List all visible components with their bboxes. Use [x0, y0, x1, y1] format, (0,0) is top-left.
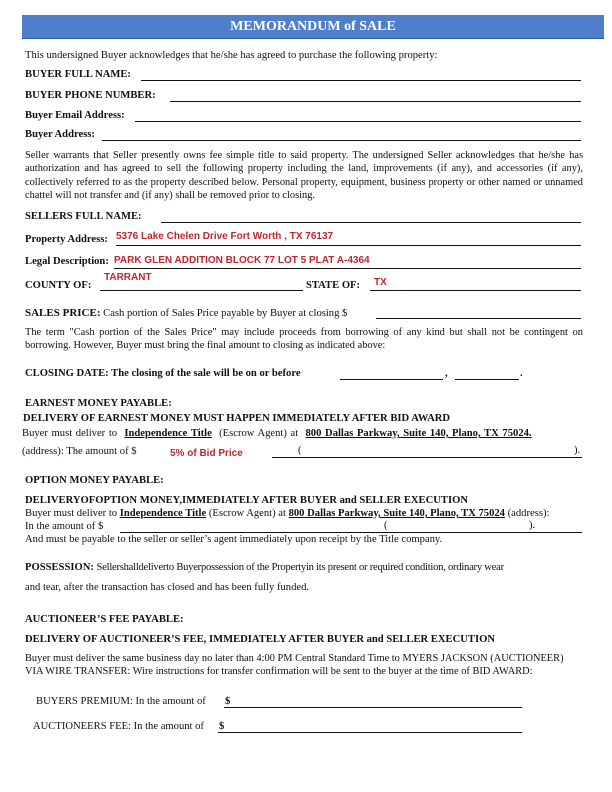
auctioneers-fee-label: AUCTIONEERS FEE: In the amount of: [33, 721, 204, 732]
closing-date-label: CLOSING DATE: The closing of the sale will be on or before: [25, 368, 301, 379]
auctioneer-subheading: DELIVERY OF AUCTIONEER’S FEE, IMMEDIATELY AFTER BUYER and SELLER EXECUTION: [25, 634, 495, 645]
earnest-paren-open: (: [298, 445, 302, 456]
seller-full-name-label: SELLERS FULL NAME:: [25, 211, 142, 222]
buyer-full-name-field[interactable]: [141, 80, 581, 81]
possession-row: [25, 562, 504, 573]
earnest-line-1: [22, 428, 532, 439]
property-address-label: Property Address:: [25, 234, 108, 245]
earnest-title-company: Independence Title: [124, 428, 212, 439]
option-amount-field[interactable]: [120, 532, 582, 533]
earnest-deliver-text: Buyer must deliver to: [22, 428, 118, 439]
closing-date-field[interactable]: [340, 379, 443, 380]
legal-description-label: Legal Description:: [25, 256, 109, 267]
option-paren-open: (: [384, 520, 388, 531]
page-title: MEMORANDUM of SALE: [22, 15, 604, 38]
auctioneers-fee-field[interactable]: [218, 732, 522, 733]
closing-year-field[interactable]: [455, 379, 519, 380]
buyers-premium-label: BUYERS PREMIUM: In the amount of: [36, 696, 206, 707]
buyer-address-field[interactable]: [102, 140, 581, 141]
option-subheading: DELIVERYOFOPTION MONEY,IMMEDIATELY AFTER BUYER and SELLER EXECUTION: [25, 495, 468, 506]
option-paren-close: ).: [529, 520, 536, 531]
earnest-subheading: DELIVERY OF EARNEST MONEY MUST HAPPEN IMMEDIATELY AFTER BID AWARD: [23, 413, 451, 424]
sales-price-note: The term "Cash portion of the Sales Price" may include proceeds from borrowing of any kind but shall not be contingent on borrowing. However, Buyer must bring the final amount to closing as indicated above:: [25, 327, 583, 352]
state-value[interactable]: TX: [374, 277, 387, 288]
legal-description-value[interactable]: PARK GLEN ADDITION BLOCK 77 LOT 5 PLAT A-4364: [114, 255, 370, 266]
earnest-amount-words-field[interactable]: [272, 457, 582, 458]
option-line-1: [25, 508, 549, 519]
county-value[interactable]: TARRANT: [104, 272, 152, 283]
sales-price-text: Cash portion of Sales Price payable by Buyer at closing $: [103, 308, 348, 319]
buyer-address-label: Buyer Address:: [25, 129, 95, 140]
option-amount-label: In the amount of $: [25, 521, 104, 532]
closing-period: .: [520, 368, 523, 379]
sales-price-field[interactable]: [376, 318, 581, 319]
sales-price-label: SALES PRICE:: [25, 307, 101, 319]
closing-comma: ,: [445, 368, 448, 379]
option-address: 800 Dallas Parkway, Suite 140, Plano, TX 75024: [288, 508, 505, 519]
earnest-escrow-text: (Escrow Agent) at: [219, 428, 299, 439]
possession-text-1: Sellershalldeliverto Buyerpossession of the Propertyin its present or required condition, ordinary wear: [96, 562, 504, 573]
county-field: [100, 290, 303, 291]
auctioneer-heading: AUCTIONEER’S FEE PAYABLE:: [25, 614, 184, 625]
intro-text: This undersigned Buyer acknowledges that he/she has agreed to purchase the following property:: [25, 50, 438, 61]
seller-full-name-field[interactable]: [161, 222, 581, 223]
buyer-email-label: Buyer Email Address:: [25, 110, 125, 121]
buyer-phone-field[interactable]: [170, 101, 581, 102]
buyers-premium-field[interactable]: [224, 707, 522, 708]
property-address-value[interactable]: 5376 Lake Chelen Drive Fort Worth , TX 76137: [116, 231, 334, 242]
buyer-full-name-label: BUYER FULL NAME:: [25, 69, 131, 80]
earnest-amount-value[interactable]: 5% of Bid Price: [170, 448, 243, 459]
earnest-heading: EARNEST MONEY PAYABLE:: [25, 398, 172, 409]
buyers-premium-dollar: $: [225, 696, 231, 707]
possession-label: POSSESSION:: [25, 562, 94, 573]
seller-warranty-paragraph: Seller warrants that Seller presently owns fee simple title to said property. The undersigned Seller acknowledges that he/she has authorization and has agreed to sell the following property including the land, improvements (if any), and accessories (if any), collectively referred to as the property described below. Personal property, equipment, business property or other named or unnamed chattel will not transfer and (if any) shall be removed prior to closing.: [25, 150, 583, 202]
property-address-field: [116, 245, 581, 246]
earnest-paren-close: ).: [574, 445, 581, 456]
buyer-email-field[interactable]: [135, 121, 581, 122]
option-heading: OPTION MONEY PAYABLE:: [25, 475, 164, 486]
possession-text-2: and tear, after the transaction has closed and has been fully funded.: [25, 582, 310, 593]
auctioneer-paragraph: Buyer must deliver the same business day no later than 4:00 PM Central Standard Time to MYERS JACKSON (AUCTIONEER) VIA WIRE TRANSFER: Wire instructions for transfer confirmation will be sent to the buyer at the time of BID AWARD:: [25, 653, 564, 678]
legal-description-field: [114, 268, 581, 269]
county-label: COUNTY OF:: [25, 280, 92, 291]
buyer-phone-label: BUYER PHONE NUMBER:: [25, 90, 156, 101]
option-title-company: Independence Title: [119, 508, 207, 519]
earnest-address: 800 Dallas Parkway, Suite 140, Plano, TX 75024.: [305, 428, 532, 439]
earnest-amount-label: (address): The amount of $: [22, 446, 137, 457]
option-address-suffix: (address):: [507, 508, 550, 519]
state-label: STATE OF:: [306, 280, 361, 291]
option-escrow-text: (Escrow Agent) at: [208, 508, 286, 519]
state-field: [370, 290, 581, 291]
auctioneers-fee-dollar: $: [219, 721, 225, 732]
option-deliver-text: Buyer must deliver to: [25, 508, 118, 519]
option-payable-text: And must be payable to the seller or seller’s agent immediately upon receipt by the Title company.: [25, 534, 443, 545]
sales-price-row: [25, 307, 347, 319]
